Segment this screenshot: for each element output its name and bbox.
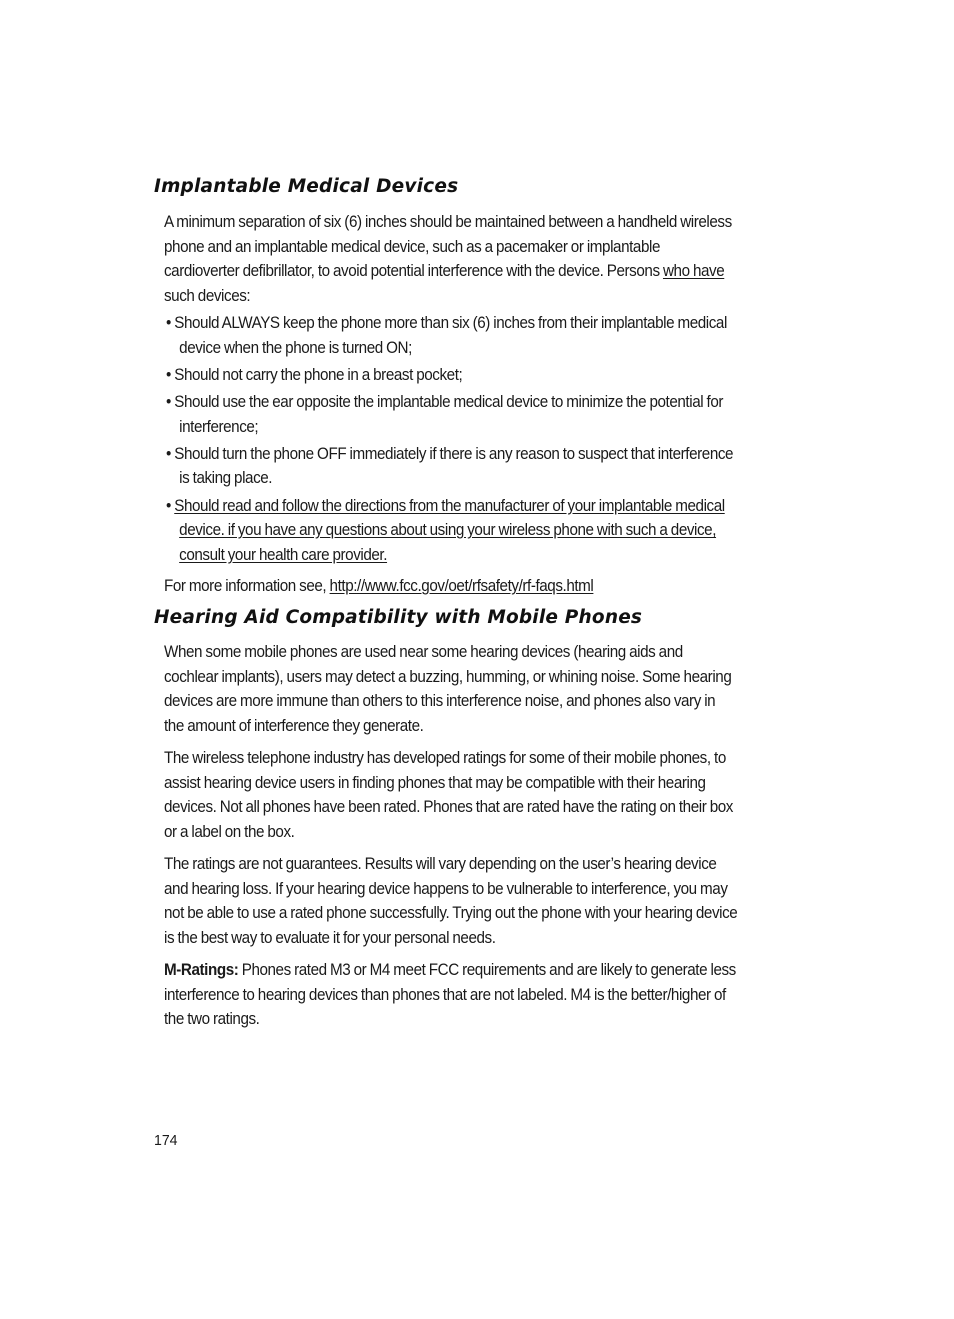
bullet-text: Should use the ear opposite the implantable medical device to minimize the potential for interference;: [174, 392, 724, 436]
hearing-aid-paragraph: The ratings are not guarantees. Results will vary depending on the user’s hearing device and hearing loss. If your hearing device happens to be vulnerable to interference, you may not be able to use a rated phone successfully. Trying out the phone with your hearing device is the best way to evaluate it for your personal needs.: [164, 854, 738, 947]
bullet-item: [166, 311, 739, 360]
bullet-item: [166, 390, 739, 439]
page-number: 174: [154, 1132, 178, 1149]
bullet-icon: •: [166, 314, 171, 332]
bullet-text: Should ALWAYS keep the phone more than six (6) inches from their implantable medical device when the phone is turned ON;: [174, 314, 727, 357]
implantable-devices-bullet-list: [166, 311, 739, 570]
m-ratings-paragraph: [164, 958, 737, 1032]
intro-text-part2: such devices:: [164, 286, 251, 305]
implantable-devices-intro-paragraph: [164, 210, 737, 308]
bullet-item: [166, 494, 739, 568]
hearing-aid-paragraph: The wireless telephone industry has developed ratings for some of their mobile phones, to assist hearing device users in finding phones that may be compatible with their hearing devices. Not all phones have been rated. Phones that are rated have the rating on their box or a label on the box.: [164, 748, 733, 841]
fcc-faq-link[interactable]: http://www.fcc.gov/oet/rfsafety/rf-faqs.html: [329, 577, 594, 595]
intro-text-part1: A minimum separation of six (6) inches should be maintained between a handheld wireless phone and an implantable medical device, such as a pacemaker or implantable cardioverter defibrillator, to avoid potential interference with the device. Persons: [164, 213, 732, 281]
m-ratings-label: M-Ratings:: [164, 960, 239, 979]
bullet-text: Should not carry the phone in a breast pocket;: [174, 365, 463, 384]
bullet-item: [166, 442, 739, 491]
bullet-icon: •: [166, 365, 171, 384]
bullet-text-underlined: Should read and follow the directions from the manufacturer of your implantable medical device. if you have any questions about using your wireless phone with such a device, consult your health care provider.: [174, 496, 725, 564]
bullet-icon: •: [166, 444, 171, 463]
bullet-icon: •: [166, 496, 171, 515]
more-info-text: [164, 574, 737, 599]
bullet-item: [166, 363, 739, 388]
bullet-icon: •: [166, 392, 171, 411]
more-information-line: [164, 574, 737, 599]
bullet-text: Should turn the phone OFF immediately if there is any reason to suspect that interference is taking place.: [174, 444, 734, 488]
intro-text: [164, 210, 737, 308]
hearing-aid-section-body: [164, 640, 737, 1032]
intro-underlined-text: who have: [662, 262, 725, 281]
m-ratings-text: Phones rated M3 or M4 meet FCC requirements and are likely to generate less interference to hearing devices than phones that are not labeled. M4 is the better/higher of the two ratings.: [164, 960, 736, 1029]
more-info-label: For more information see,: [164, 577, 330, 595]
section-heading-hearing-aid-compatibility: Hearing Aid Compatibility with Mobile Phones: [154, 607, 643, 628]
hearing-aid-paragraph: When some mobile phones are used near some hearing devices (hearing aids and cochlear implants), users may detect a buzzing, humming, or whining noise. Some hearing devices are more immune than others to this interference noise, and phones also vary in the amount of interference they generate.: [164, 643, 732, 735]
section-heading-implantable-medical-devices: Implantable Medical Devices: [154, 176, 459, 197]
